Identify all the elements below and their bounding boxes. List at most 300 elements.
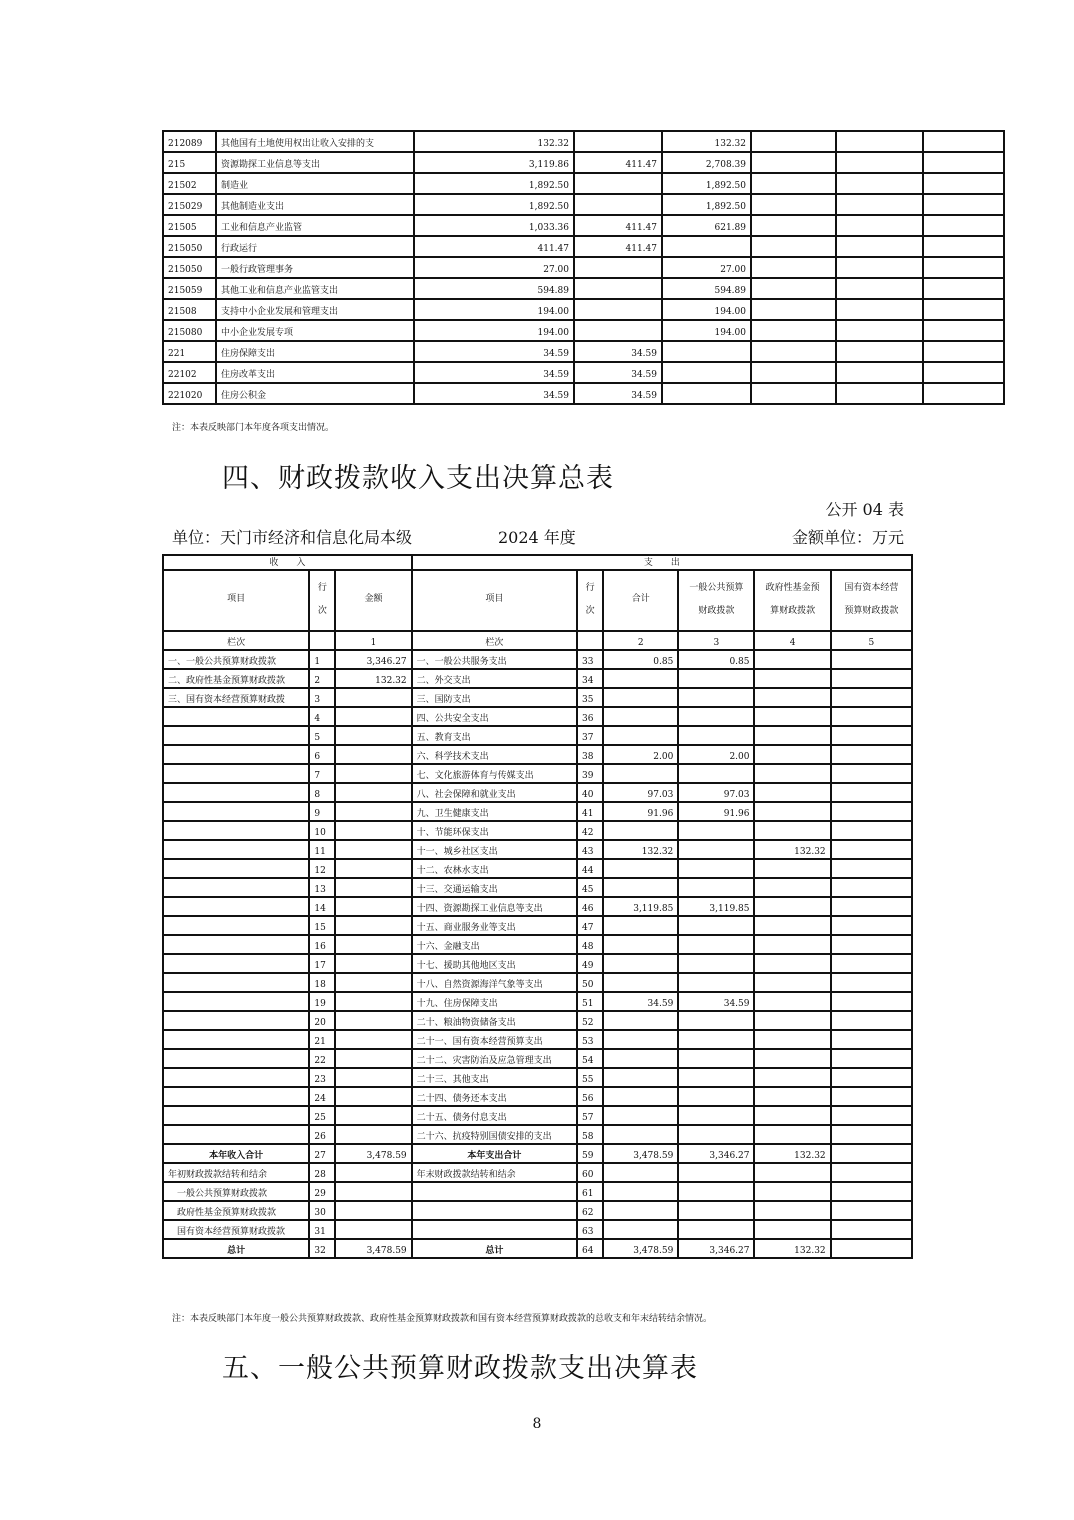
subject-name: 住房改革支出 — [216, 362, 414, 383]
income-amount — [335, 859, 411, 878]
project-expense: 2,708.39 — [662, 152, 751, 173]
income-amount: 3,478.59 — [335, 1144, 411, 1163]
total-amount: 1,033.36 — [414, 215, 574, 236]
empty-cell — [751, 341, 836, 362]
gov-fund-amount: 132.32 — [754, 1144, 830, 1163]
soe-capital-amount — [831, 745, 912, 764]
general-budget-amount — [678, 1201, 754, 1220]
expense-line-header: 行 次 — [577, 570, 603, 631]
expense-item: 四、公共安全支出 — [412, 707, 577, 726]
expense-line-no: 59 — [577, 1144, 603, 1163]
expense-line-no: 48 — [577, 935, 603, 954]
income-amount — [335, 783, 411, 802]
expense-line-no: 54 — [577, 1049, 603, 1068]
empty-cell — [836, 131, 923, 152]
expense-item-header: 项目 — [412, 570, 577, 631]
soe-capital-amount — [831, 1201, 912, 1220]
expense-item: 六、科学技术支出 — [412, 745, 577, 764]
table-row — [163, 707, 912, 726]
table-row — [163, 745, 912, 764]
basic-expense: 411.47 — [574, 236, 662, 257]
basic-expense: 411.47 — [574, 152, 662, 173]
currency-unit: 金额单位：万元 — [791, 528, 904, 547]
income-item — [163, 1106, 309, 1125]
table-row — [163, 1163, 912, 1182]
empty-cell — [751, 257, 836, 278]
gov-fund-amount — [754, 1182, 830, 1201]
income-line-no: 20 — [309, 1011, 335, 1030]
soe-capital-amount — [831, 1049, 912, 1068]
income-item — [163, 935, 309, 954]
income-amount — [335, 1182, 411, 1201]
empty-cell — [836, 383, 923, 404]
expense-item: 五、教育支出 — [412, 726, 577, 745]
empty-cell — [836, 236, 923, 257]
table-row — [163, 650, 912, 669]
expense-total — [603, 821, 678, 840]
table-row — [163, 992, 912, 1011]
subject-code: 212089 — [163, 131, 216, 152]
soe-capital-amount — [831, 688, 912, 707]
soe-capital-amount — [831, 1030, 912, 1049]
income-line-no: 18 — [309, 973, 335, 992]
expense-total — [603, 1068, 678, 1087]
table-row — [163, 973, 912, 992]
income-line-no: 11 — [309, 840, 335, 859]
expense-item: 二十一、国有资本经营预算支出 — [412, 1030, 577, 1049]
subject-name: 其他国有土地使用权出让收入安排的支 — [216, 131, 414, 152]
table-note: 注：本表反映部门本年度各项支出情况。 — [172, 423, 335, 433]
income-amount — [335, 1220, 411, 1239]
empty-cell — [836, 215, 923, 236]
gov-fund-amount — [754, 954, 830, 973]
income-item — [163, 1049, 309, 1068]
gov-fund-amount — [754, 707, 830, 726]
total-amount: 194.00 — [414, 299, 574, 320]
column-index-row — [163, 631, 912, 650]
empty-cell — [751, 362, 836, 383]
table-row — [163, 131, 1004, 152]
table-row — [163, 916, 912, 935]
income-amount — [335, 764, 411, 783]
subject-code: 215050 — [163, 257, 216, 278]
general-budget-amount — [678, 1220, 754, 1239]
gov-fund-amount — [754, 1011, 830, 1030]
income-item — [163, 840, 309, 859]
gov-fund-amount — [754, 1106, 830, 1125]
income-amount — [335, 1030, 411, 1049]
gov-fund-amount: 132.32 — [754, 1239, 830, 1258]
column-index: 2 — [603, 631, 678, 650]
soe-capital-amount — [831, 1163, 912, 1182]
table-row — [163, 726, 912, 745]
income-item — [163, 802, 309, 821]
column-index: 5 — [831, 631, 912, 650]
expense-total — [603, 935, 678, 954]
table-row — [163, 1182, 912, 1201]
table-note: 注：本表反映部门本年度一般公共预算财政拨款、政府性基金预算财政拨款和国有资本经营预算财政拨款的总收支和年末结转结余情况。 — [172, 1314, 713, 1324]
expense-item: 九、卫生健康支出 — [412, 802, 577, 821]
empty-cell — [836, 257, 923, 278]
income-amount — [335, 935, 411, 954]
empty-cell — [836, 278, 923, 299]
expense-item: 一、一般公共服务支出 — [412, 650, 577, 669]
income-item-header: 项目 — [163, 570, 309, 631]
soe-capital-amount — [831, 992, 912, 1011]
empty-cell — [751, 299, 836, 320]
table-row — [163, 688, 912, 707]
basic-expense — [574, 257, 662, 278]
gov-fund-amount — [754, 1068, 830, 1087]
table-row — [163, 215, 1004, 236]
soe-capital-amount — [831, 973, 912, 992]
table-row — [163, 1144, 912, 1163]
general-budget-amount — [678, 916, 754, 935]
empty-cell — [923, 383, 1004, 404]
expense-item: 十、节能环保支出 — [412, 821, 577, 840]
expense-total — [603, 1201, 678, 1220]
income-item: 二、政府性基金预算财政拨款 — [163, 669, 309, 688]
gov-fund-amount — [754, 764, 830, 783]
income-item — [163, 973, 309, 992]
empty-cell — [751, 236, 836, 257]
header-group-row — [163, 555, 912, 570]
gov-fund-amount — [754, 1220, 830, 1239]
soe-capital-amount — [831, 726, 912, 745]
project-expense — [662, 341, 751, 362]
empty-cell — [836, 362, 923, 383]
subject-name: 住房保障支出 — [216, 341, 414, 362]
expense-total: 97.03 — [603, 783, 678, 802]
project-expense — [662, 383, 751, 404]
table-row — [163, 1201, 912, 1220]
expense-line-no: 50 — [577, 973, 603, 992]
soe-capital-amount — [831, 1011, 912, 1030]
subject-code: 215 — [163, 152, 216, 173]
gov-fund-amount — [754, 745, 830, 764]
soe-capital-amount — [831, 1068, 912, 1087]
general-budget-amount — [678, 669, 754, 688]
expense-item: 十九、住房保障支出 — [412, 992, 577, 1011]
income-item — [163, 745, 309, 764]
soe-capital-header: 国有资本经营 预算财政拨款 — [831, 570, 912, 631]
table-row — [163, 878, 912, 897]
expense-total — [603, 859, 678, 878]
empty-cell — [923, 257, 1004, 278]
income-item — [163, 992, 309, 1011]
expense-line-no: 36 — [577, 707, 603, 726]
income-item — [163, 954, 309, 973]
income-item — [163, 916, 309, 935]
soe-capital-amount — [831, 1144, 912, 1163]
gov-fund-amount — [754, 1163, 830, 1182]
soe-capital-amount — [831, 954, 912, 973]
expense-item: 二十三、其他支出 — [412, 1068, 577, 1087]
income-amount — [335, 1087, 411, 1106]
general-budget-amount — [678, 726, 754, 745]
empty-cell — [751, 194, 836, 215]
soe-capital-amount — [831, 802, 912, 821]
expense-line-no: 60 — [577, 1163, 603, 1182]
general-budget-amount — [678, 1182, 754, 1201]
expense-item: 年末财政拨款结转和结余 — [412, 1163, 577, 1182]
table-row — [163, 1011, 912, 1030]
expense-total — [603, 707, 678, 726]
general-budget-amount: 2.00 — [678, 745, 754, 764]
empty-cell — [923, 320, 1004, 341]
income-item — [163, 1011, 309, 1030]
expense-total: 3,119.85 — [603, 897, 678, 916]
empty-cell — [751, 131, 836, 152]
expense-line-no: 33 — [577, 650, 603, 669]
expense-total — [603, 1030, 678, 1049]
subject-name: 中小企业发展专项 — [216, 320, 414, 341]
expense-item: 二、外交支出 — [412, 669, 577, 688]
income-item: 一般公共预算财政拨款 — [163, 1182, 309, 1201]
table-row — [163, 320, 1004, 341]
table-row — [163, 1106, 912, 1125]
income-item: 总计 — [163, 1239, 309, 1258]
subject-code: 21502 — [163, 173, 216, 194]
expense-line-no: 40 — [577, 783, 603, 802]
income-item: 政府性基金预算财政拨款 — [163, 1201, 309, 1220]
empty-cell — [923, 362, 1004, 383]
expense-total — [603, 973, 678, 992]
project-expense: 621.89 — [662, 215, 751, 236]
income-item — [163, 764, 309, 783]
table-row — [163, 1068, 912, 1087]
income-line-no: 26 — [309, 1125, 335, 1144]
column-label: 栏次 — [412, 631, 577, 650]
expense-line-no: 42 — [577, 821, 603, 840]
table-row — [163, 1125, 912, 1144]
table-row — [163, 764, 912, 783]
income-item — [163, 1087, 309, 1106]
expense-total — [603, 878, 678, 897]
empty-cell — [836, 194, 923, 215]
income-line-no: 19 — [309, 992, 335, 1011]
basic-expense — [574, 194, 662, 215]
table-row — [163, 257, 1004, 278]
general-budget-amount: 97.03 — [678, 783, 754, 802]
basic-expense — [574, 278, 662, 299]
income-item — [163, 878, 309, 897]
expense-line-no: 61 — [577, 1182, 603, 1201]
subject-code: 21505 — [163, 215, 216, 236]
expense-line-no: 37 — [577, 726, 603, 745]
income-line-no: 30 — [309, 1201, 335, 1220]
general-budget-amount — [678, 1163, 754, 1182]
gov-fund-amount — [754, 992, 830, 1011]
gov-fund-header: 政府性基金预 算财政拨款 — [754, 570, 830, 631]
general-budget-amount — [678, 954, 754, 973]
general-budget-amount: 34.59 — [678, 992, 754, 1011]
income-item: 本年收入合计 — [163, 1144, 309, 1163]
expense-line-no: 38 — [577, 745, 603, 764]
empty-cell — [751, 173, 836, 194]
gov-fund-amount — [754, 1125, 830, 1144]
expense-item: 十七、援助其他地区支出 — [412, 954, 577, 973]
gov-fund-amount: 132.32 — [754, 840, 830, 859]
income-amount — [335, 821, 411, 840]
basic-expense — [574, 173, 662, 194]
gov-fund-amount — [754, 669, 830, 688]
expense-line-no: 43 — [577, 840, 603, 859]
income-group-header: 收 入 — [163, 555, 412, 570]
income-line-no: 29 — [309, 1182, 335, 1201]
expense-line-no: 35 — [577, 688, 603, 707]
table-row — [163, 897, 912, 916]
expense-line-no: 49 — [577, 954, 603, 973]
income-line-no: 28 — [309, 1163, 335, 1182]
expense-total — [603, 688, 678, 707]
empty-cell — [309, 631, 335, 650]
empty-cell — [751, 278, 836, 299]
soe-capital-amount — [831, 707, 912, 726]
table-row — [163, 362, 1004, 383]
gov-fund-amount — [754, 1087, 830, 1106]
soe-capital-amount — [831, 840, 912, 859]
income-amount — [335, 992, 411, 1011]
expense-item: 七、文化旅游体育与传媒支出 — [412, 764, 577, 783]
basic-expense: 34.59 — [574, 362, 662, 383]
expense-item: 十一、城乡社区支出 — [412, 840, 577, 859]
income-amount — [335, 726, 411, 745]
income-line-no: 17 — [309, 954, 335, 973]
expense-item: 本年支出合计 — [412, 1144, 577, 1163]
empty-cell — [836, 299, 923, 320]
total-amount: 411.47 — [414, 236, 574, 257]
expense-line-no: 63 — [577, 1220, 603, 1239]
soe-capital-amount — [831, 878, 912, 897]
column-index: 4 — [754, 631, 830, 650]
subject-name: 行政运行 — [216, 236, 414, 257]
expense-item: 二十五、债务付息支出 — [412, 1106, 577, 1125]
general-budget-amount — [678, 1030, 754, 1049]
table-row — [163, 1087, 912, 1106]
income-line-no: 2 — [309, 669, 335, 688]
total-amount: 34.59 — [414, 383, 574, 404]
expenditure-table-continued — [162, 130, 1005, 405]
expense-total — [603, 916, 678, 935]
project-expense: 594.89 — [662, 278, 751, 299]
table-row — [163, 173, 1004, 194]
empty-cell — [836, 173, 923, 194]
income-item — [163, 859, 309, 878]
basic-expense: 411.47 — [574, 215, 662, 236]
empty-cell — [751, 215, 836, 236]
gov-fund-amount — [754, 916, 830, 935]
empty-cell — [751, 383, 836, 404]
income-line-no: 16 — [309, 935, 335, 954]
project-expense: 1,892.50 — [662, 173, 751, 194]
gov-fund-amount — [754, 973, 830, 992]
gov-fund-amount — [754, 821, 830, 840]
general-budget-amount — [678, 840, 754, 859]
form-number: 公开 04 表 — [825, 500, 904, 519]
gov-fund-amount — [754, 783, 830, 802]
table-row — [163, 236, 1004, 257]
expense-line-no: 51 — [577, 992, 603, 1011]
income-item: 国有资本经营预算财政拨款 — [163, 1220, 309, 1239]
income-amount-header: 金额 — [335, 570, 411, 631]
project-expense — [662, 236, 751, 257]
expense-line-no: 62 — [577, 1201, 603, 1220]
table-row — [163, 935, 912, 954]
header-columns-row — [163, 570, 912, 631]
income-line-no: 8 — [309, 783, 335, 802]
subject-name: 工业和信息产业监管 — [216, 215, 414, 236]
income-amount — [335, 916, 411, 935]
table-row — [163, 383, 1004, 404]
general-budget-amount — [678, 1011, 754, 1030]
income-amount: 3,346.27 — [335, 650, 411, 669]
gov-fund-amount — [754, 878, 830, 897]
expense-item — [412, 1182, 577, 1201]
income-amount — [335, 897, 411, 916]
soe-capital-amount — [831, 1239, 912, 1258]
expense-group-header: 支 出 — [412, 555, 912, 570]
total-amount: 27.00 — [414, 257, 574, 278]
project-expense: 194.00 — [662, 320, 751, 341]
general-budget-amount — [678, 821, 754, 840]
expense-line-no: 39 — [577, 764, 603, 783]
income-amount — [335, 688, 411, 707]
expense-item: 总计 — [412, 1239, 577, 1258]
general-budget-amount — [678, 859, 754, 878]
gov-fund-amount — [754, 802, 830, 821]
income-line-no: 13 — [309, 878, 335, 897]
expense-total — [603, 1106, 678, 1125]
expense-item: 八、社会保障和就业支出 — [412, 783, 577, 802]
total-header: 合计 — [603, 570, 678, 631]
subject-name: 其他制造业支出 — [216, 194, 414, 215]
expense-total: 3,478.59 — [603, 1239, 678, 1258]
soe-capital-amount — [831, 916, 912, 935]
income-line-no: 31 — [309, 1220, 335, 1239]
subject-name: 支持中小企业发展和管理支出 — [216, 299, 414, 320]
income-amount — [335, 878, 411, 897]
column-label: 栏次 — [163, 631, 309, 650]
general-budget-amount — [678, 764, 754, 783]
basic-expense — [574, 320, 662, 341]
subject-name: 资源勘探工业信息等支出 — [216, 152, 414, 173]
subject-name: 其他工业和信息产业监管支出 — [216, 278, 414, 299]
expense-item — [412, 1220, 577, 1239]
general-budget-amount: 0.85 — [678, 650, 754, 669]
general-budget-amount — [678, 688, 754, 707]
project-expense: 132.32 — [662, 131, 751, 152]
income-amount — [335, 840, 411, 859]
subject-code: 215050 — [163, 236, 216, 257]
expense-item: 三、国防支出 — [412, 688, 577, 707]
income-line-no: 14 — [309, 897, 335, 916]
general-budget-amount — [678, 973, 754, 992]
empty-cell — [836, 152, 923, 173]
income-amount — [335, 973, 411, 992]
income-line-no: 10 — [309, 821, 335, 840]
soe-capital-amount — [831, 783, 912, 802]
income-item — [163, 726, 309, 745]
table-row — [163, 278, 1004, 299]
soe-capital-amount — [831, 650, 912, 669]
income-amount — [335, 707, 411, 726]
empty-cell — [923, 341, 1004, 362]
income-line-no: 15 — [309, 916, 335, 935]
expense-line-no: 53 — [577, 1030, 603, 1049]
income-amount: 3,478.59 — [335, 1239, 411, 1258]
gov-fund-amount — [754, 726, 830, 745]
